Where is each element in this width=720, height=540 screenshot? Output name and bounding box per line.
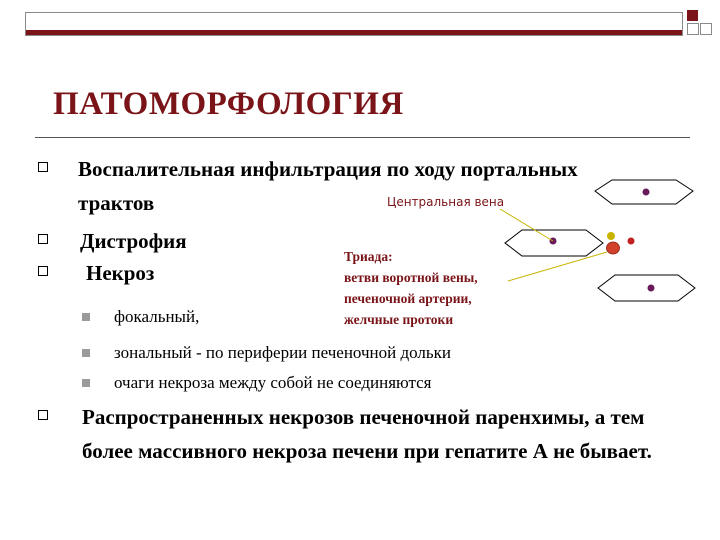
bile-duct-dot — [628, 238, 635, 245]
triad-line: желчные протоки — [344, 312, 454, 327]
triad-title: Триада: — [344, 249, 393, 264]
central-vein-dot — [643, 189, 650, 196]
triad-line: ветви воротной вены, — [344, 270, 478, 285]
bullet-text: Воспалительная инфильтрация по ходу портальных трактов — [78, 157, 578, 215]
hepatic-artery-dot — [607, 232, 615, 240]
triad-label — [344, 246, 478, 330]
triad-line: печеночной артерии, — [344, 291, 472, 306]
sub-bullet-text: фокальный, — [114, 307, 200, 326]
sub-bullet-text: очаги некроза между собой не соединяются — [114, 373, 432, 392]
hexagon-lobule-bottom — [598, 275, 695, 301]
slide-title: ПАТОМОРФОЛОГИЯ — [53, 86, 404, 122]
bullet-text: Дистрофия — [80, 229, 187, 253]
portal-vein-dot — [607, 242, 620, 254]
sub-bullet-text: зональный - по периферии печеночной дольки — [114, 343, 452, 362]
bullet-text: Некроз — [86, 261, 155, 285]
central-vein-dot — [648, 285, 655, 292]
bullet-text: Распространенных некрозов печеночной паренхимы, а тем более массивного некроза печени при гепатите А не бывает. — [82, 405, 652, 463]
central-vein-label: Центральная вена — [387, 195, 505, 209]
